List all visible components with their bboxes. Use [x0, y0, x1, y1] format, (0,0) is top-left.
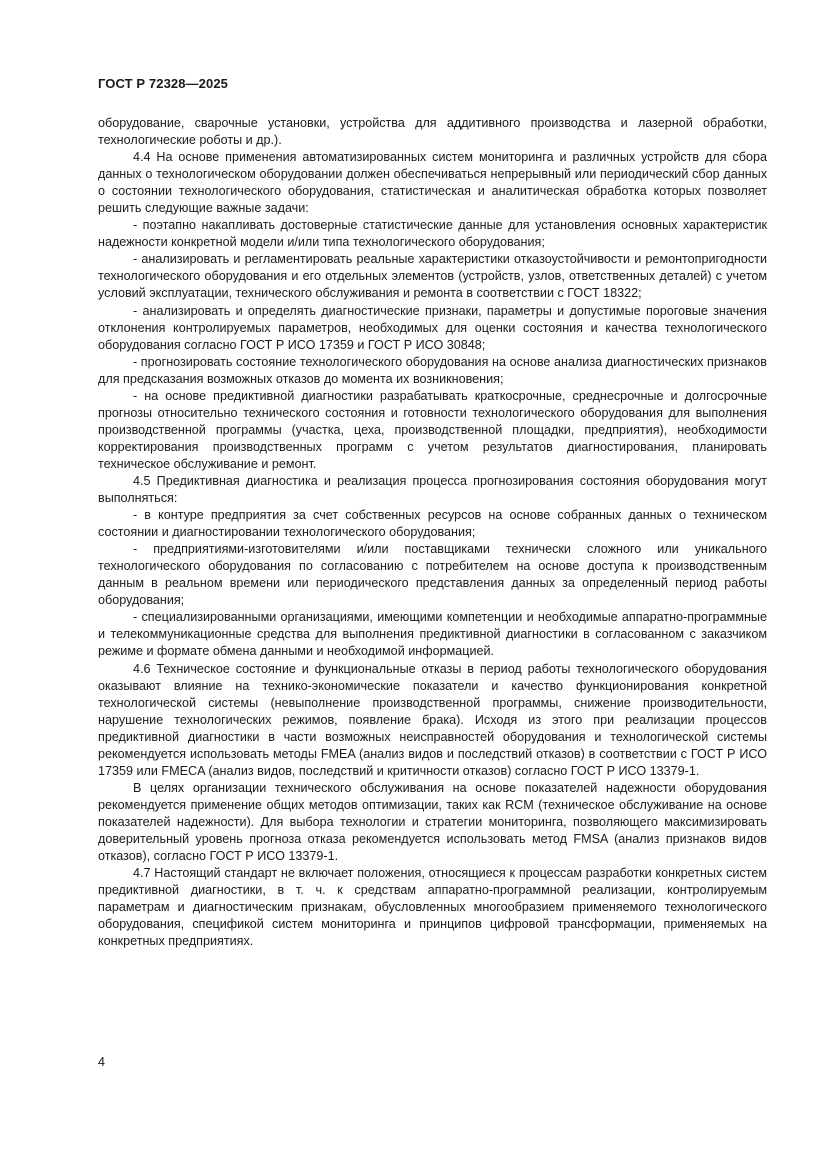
list-item: - специализированными организациями, имеющими компетенции и необходимые аппаратно-программные и телекоммуникационные средства для выполнения предиктивной диагностики в согласованном с заказчиком режиме и формате обмена данными и необходимой информацией.: [98, 610, 767, 659]
paragraph-4-7: 4.7 Настоящий стандарт не включает положения, относящиеся к процессам разработки конкретных систем предиктивной диагностики, в т. ч. к средствам аппаратно-программной реализации, контролируемым параметрам и диагностическим признакам, обусловленных многообразием применяемого технологического оборудования, спецификой систем мониторинга и принципов цифровой трансформации, применяемых на конкретных предприятиях.: [98, 866, 767, 949]
list-item: - поэтапно накапливать достоверные статистические данные для установления основных характеристик надежности конкретной модели и/или типа технологического оборудования;: [98, 218, 767, 250]
list-item: - на основе предиктивной диагностики разрабатывать краткосрочные, среднесрочные и долгосрочные прогнозы относительно технического состояния и готовности технологического оборудования для выполнения производственной программы (участка, цеха, производственной площадки, предприятия), необходимости корректирования производственных программ с учетом результатов диагностирования, планировать техническое обслуживание и ремонт.: [98, 388, 767, 471]
document-body: [98, 115, 767, 950]
list-item: - анализировать и регламентировать реальные характеристики отказоустойчивости и ремонтопригодности технологического оборудования и его отдельных элементов (устройств, узлов, ответственных деталей) с учетом условий эксплуатации, технического обслуживания и ремонта в соответствии с ГОСТ 18322;: [98, 252, 767, 301]
list-item: - в контуре предприятия за счет собственных ресурсов на основе собранных данных о техническом состоянии и диагностировании технологического оборудования;: [98, 508, 767, 540]
list-item: - прогнозировать состояние технологического оборудования на основе анализа диагностических признаков для предсказания возможных отказов до момента их возникновения;: [98, 354, 767, 386]
paragraph-4-5: 4.5 Предиктивная диагностика и реализация процесса прогнозирования состояния оборудования могут выполняться:: [98, 473, 767, 506]
paragraph-4-4: 4.4 На основе применения автоматизированных систем мониторинга и различных устройств для сбора данных о технологическом оборудовании должен обеспечиваться непрерывный или периодический сбор данных о состоянии технологического оборудования, статистическая и аналитическая обработка которых позволяет решить следующие важные задачи:: [98, 150, 767, 216]
list-item: - предприятиями-изготовителями и/или поставщиками технически сложного или уникального технологического оборудования по согласованию с потребителем на основе доступа к производственным данным в реальном времени или периодического представления данных за определенный период работы оборудования;: [98, 542, 767, 608]
paragraph: оборудование, сварочные установки, устройства для аддитивного производства и лазерной обработки, технологические роботы и др.).: [98, 116, 767, 148]
document-header: ГОСТ Р 72328—2025: [98, 76, 228, 91]
paragraph: В целях организации технического обслуживания на основе показателей надежности оборудования рекомендуется применение общих методов оптимизации, таких как RCM (техническое обслуживание на основе показателей надежности). Для выбора технологии и стратегии мониторинга, позволяющего максимизировать доверительный уровень прогноза отказа рекомендуется использовать метод FMSA (анализ признаков видов отказов), согласно ГОСТ Р ИСО 13379-1.: [98, 780, 767, 864]
list-item: - анализировать и определять диагностические признаки, параметры и допустимые пороговые значения отклонения контролируемых параметров, необходимых для оценки состояния и качества технологического оборудования согласно ГОСТ Р ИСО 17359 и ГОСТ Р ИСО 30848;: [98, 303, 767, 352]
paragraph-4-6: 4.6 Техническое состояние и функциональные отказы в период работы технологического оборудования оказывают влияние на технико-экономические показатели и качество функционирования конкретной технологической системы (невыполнение производственной программы, снижение производительности, нарушение технологических режимов, появление брака). Исходя из этого при реализации процессов предиктивной диагностики в части возможных неисправностей оборудования и технологической системы рекомендуется использовать методы FMEA (анализ видов и последствий отказов) в соответствии с ГОСТ Р ИСО 17359 или FMECA (анализ видов, последствий и критичности отказов) согласно ГОСТ Р ИСО 13379-1.: [98, 661, 767, 778]
page-number: 4: [98, 1055, 106, 1069]
